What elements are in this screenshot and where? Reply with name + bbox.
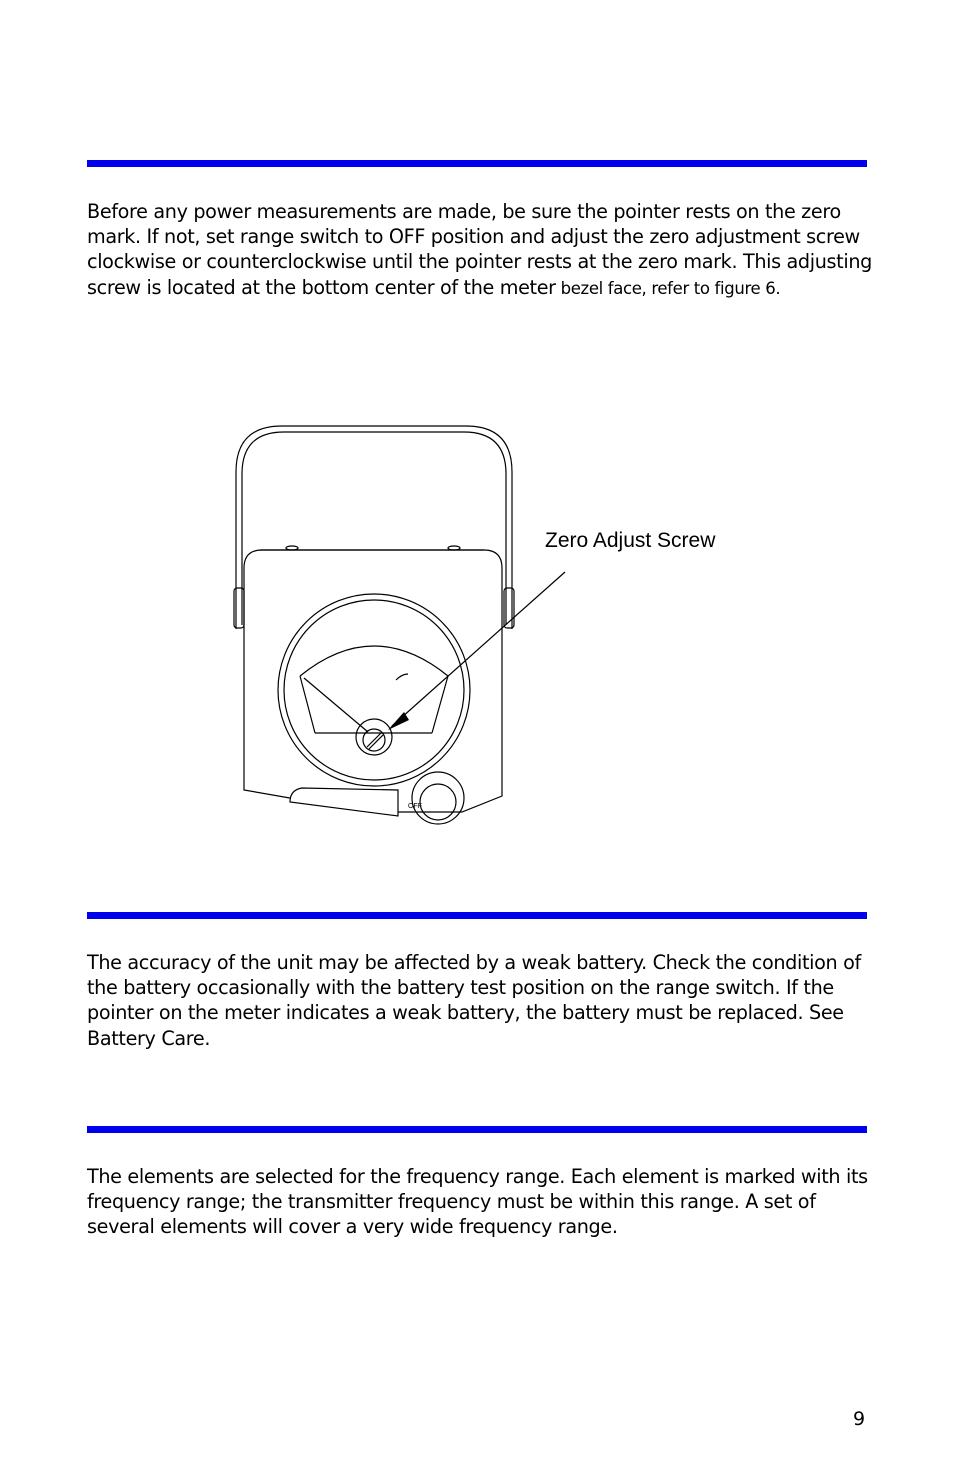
zero-adjust-callout: Zero Adjust Screw xyxy=(545,529,716,552)
off-label: OFF xyxy=(408,803,422,810)
elements-paragraph: The elements are selected for the frequency range. Each element is marked with its frequency range; the transmitter frequency must be within this range. A set of several elements will cover a very wide frequency range. xyxy=(87,1165,868,1239)
battery-paragraph: The accuracy of the unit may be affected by a weak battery. Check the condition of the battery occasionally with the battery test position on the range switch. If the pointer on the meter indicates a weak battery, the battery must be replaced. See Battery Care. xyxy=(87,951,861,1050)
section-divider-2 xyxy=(87,912,867,919)
meter-figure xyxy=(220,420,760,830)
page-number: 9 xyxy=(853,1408,866,1430)
zero-adjust-text-small: bezel face, refer to figure 6. xyxy=(555,278,781,298)
wattmeter-drawing xyxy=(220,420,760,830)
zero-adjust-paragraph xyxy=(87,199,877,301)
section-divider-3 xyxy=(87,1126,867,1133)
section-divider-1 xyxy=(87,160,867,167)
zero-adjust-text: Before any power measurements are made, be sure the pointer rests on the zero mark. If not, set range switch to OFF position and adjust the zero adjustment screw clockwise or counterclockwise until the pointer rests at the zero mark. This adjusting screw is located at the bottom center of the meter xyxy=(87,200,872,299)
callout-arrowhead xyxy=(388,712,409,730)
